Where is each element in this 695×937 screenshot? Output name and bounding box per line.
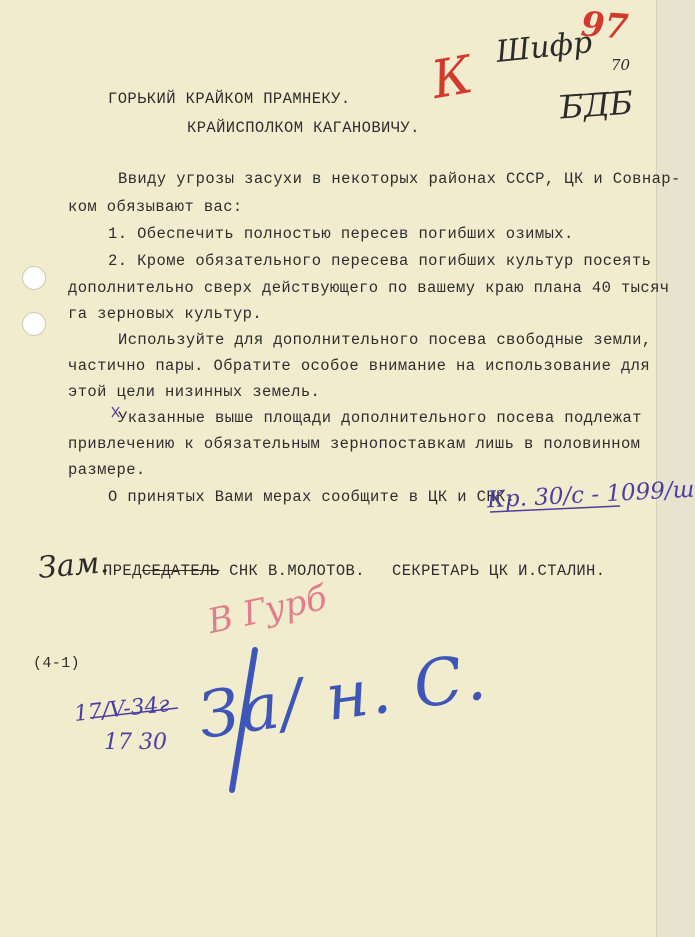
cipher-handwriting: Шифр xyxy=(494,25,594,70)
addressee-line-2: КРАЙИСПОЛКОМ КАГАНОВИЧУ. xyxy=(187,119,420,137)
pred-prefix: ПРЕД xyxy=(103,562,142,580)
struck-word: СЕДАТЕЛЬ xyxy=(141,562,220,580)
red-letter-handwriting: К xyxy=(427,44,478,112)
paragraph-4-line-3: размере. xyxy=(68,461,146,479)
item-2-line-1: 2. Кроме обязательного пересева погибших культур посеять xyxy=(108,252,652,270)
paragraph-3-line-2: частично пары. Обратите особое внимание на использование для xyxy=(68,357,651,375)
number-70-handwriting: 70 xyxy=(611,56,631,74)
molotov-name: СНК В.МОЛОТОВ. xyxy=(229,562,365,580)
paragraph-1-line-2: ком обязывают вас: xyxy=(68,198,243,216)
pink-signature: В Гурб xyxy=(204,577,331,643)
paragraph-5: О принятых Вами мерах сообщите в ЦК и СНК. xyxy=(108,488,516,506)
date-handwriting: 17/V-34г xyxy=(72,692,171,727)
time-handwriting: 17 30 xyxy=(104,730,167,755)
item-1: 1. Обеспечить полностью пересев погибших озимых. xyxy=(108,225,574,243)
paragraph-3-line-3: этой цели низинных земель. xyxy=(68,383,321,401)
item-2-line-2: дополнительно сверх действующего по вашему краю плана 40 тысяч xyxy=(68,279,670,297)
za-signature: За/ н. С. xyxy=(194,640,492,754)
outgoing-reference-handwriting: Кр. 30/с - 1099/ш xyxy=(486,476,695,514)
addressee-line-1: ГОРЬКИЙ КРАЙКОМ ПРАМНЕКУ. xyxy=(108,90,351,108)
bds-handwriting: БДБ xyxy=(558,83,635,127)
paragraph-4-line-2: привлечению к обязательным зернопоставкам лишь в половинном xyxy=(68,435,641,453)
paragraph-3-line-1: Используйте для дополнительного посева свободные земли, xyxy=(118,331,652,349)
paragraph-1-line-1: Ввиду угрозы засухи в некоторых районах СССР, ЦК и Совнар- xyxy=(118,170,681,188)
signature-stalin: СЕКРЕТАРЬ ЦК И.СТАЛИН. xyxy=(392,562,606,580)
deputy-handwriting: Зам. xyxy=(36,544,111,587)
red-number-handwriting: 97 xyxy=(579,4,630,48)
paragraph-4-line-1: Указанные выше площади дополнительного посева подлежат xyxy=(118,409,642,427)
document-code: (4-1) xyxy=(33,655,81,672)
item-2-line-3: га зерновых культур. xyxy=(68,305,263,323)
